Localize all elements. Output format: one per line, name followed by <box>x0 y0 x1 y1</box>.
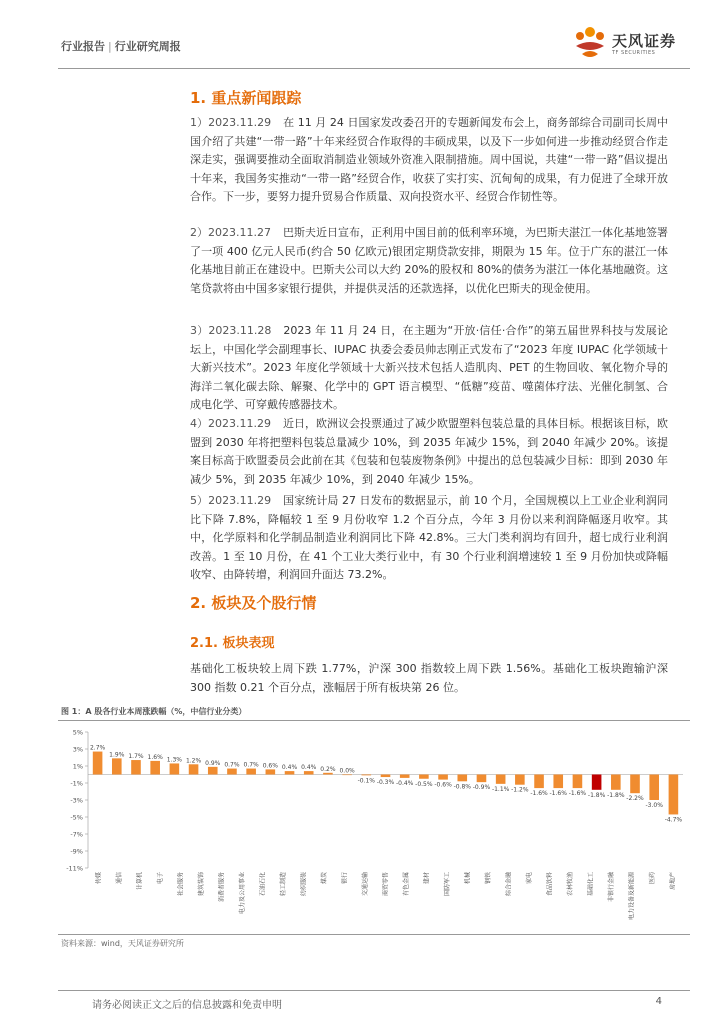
bar-value-label: -3.0% <box>645 802 663 809</box>
bar-value-label: -1.8% <box>587 791 606 799</box>
bar-value-label: -0.3% <box>376 779 395 787</box>
y-tick-label: -9% <box>70 847 83 856</box>
bar-value-label: -1.8% <box>607 791 625 799</box>
bar-value-label: -1.6% <box>549 790 567 798</box>
x-category-label: 计算机 <box>136 872 144 891</box>
bar <box>266 769 276 774</box>
bar <box>381 775 391 778</box>
x-category-label: 房地产 <box>669 872 677 891</box>
bar <box>246 769 256 775</box>
footer-divider <box>58 990 690 991</box>
x-category-label: 食品饮料 <box>546 872 554 897</box>
news-item <box>190 415 668 489</box>
page-number: 4 <box>655 996 662 1007</box>
bar-value-label: -0.4% <box>395 779 414 787</box>
news-text: 国家统计局 27 日发布的数据显示，前 10 个月，全国规模以上工业企业利润同比下降 7.8%，降幅较 1 至 9 月份收窄 1.2 个百分点，今年 3 月份以来利润降幅逐月收窄。其中，化学原料和化学制品制造业利润同比下降 42.8%。三大门类利润均有回升，超七成行业利润改善。1 至 10 月份，在 41 个工业大类行业中，有 30 个行业利润增速较 1 至 9 月份加快或降幅收窄、由降转增，利润回升面达 73.2%。 <box>190 494 668 581</box>
y-tick-label: -5% <box>70 813 83 822</box>
report-subtype-label: 行业研究周报 <box>114 40 181 53</box>
bar <box>131 760 141 774</box>
x-category-label: 通信 <box>115 872 123 885</box>
news-date: 1）2023.11.29 <box>190 116 272 129</box>
bar-value-label: 0.4% <box>301 764 317 772</box>
header-separator: | <box>108 40 112 53</box>
y-tick-label: -7% <box>70 830 83 839</box>
news-item <box>190 114 668 207</box>
bar <box>419 775 429 779</box>
bar-value-label: 2.7% <box>89 744 106 752</box>
x-category-label: 交通运输 <box>361 872 369 897</box>
bar <box>400 775 410 778</box>
bar <box>438 775 448 780</box>
report-type <box>61 38 181 54</box>
bar <box>477 775 487 783</box>
bar <box>534 775 544 789</box>
subsection-title-sector: 2.1. 板块表现 <box>190 636 275 651</box>
bar <box>285 771 295 774</box>
bar-value-label: -4.7% <box>664 816 683 824</box>
bar-value-label: 0.7% <box>243 761 259 769</box>
bar-value-label: -0.5% <box>415 780 433 788</box>
bar-value-label: -1.6% <box>568 790 587 798</box>
section-title-market: 2. 板块及个股行情 <box>190 594 317 612</box>
x-category-label: 钢铁 <box>485 872 493 885</box>
bar <box>342 775 352 776</box>
bar-value-label: 0.2% <box>320 765 336 773</box>
figure-divider-bottom <box>58 934 690 935</box>
x-category-label: 煤炭 <box>320 872 328 885</box>
bar-value-label: -1.1% <box>491 785 510 793</box>
bar <box>496 775 506 784</box>
x-category-label: 消费者服务 <box>218 872 226 903</box>
bar-value-label: 0.4% <box>281 764 298 772</box>
news-text: 近日，欧洲议会投票通过了减少欧盟塑料包装总量的具体目标。根据该目标，欧盟到 2030 年将把塑料包装总量减少 10%，到 2035 年减少 15%，到 2040 年减少 20%。该提案目标高于欧盟委员会此前在其《包装和包装废物条例》中提出的总包装减少目标：即到 2030 年减少 5%，到 2035 年减少 10%，到 2040 年减少 15%。 <box>190 417 668 486</box>
x-category-label: 石油石化 <box>259 872 267 897</box>
news-date: 5）2023.11.29 <box>190 494 272 507</box>
bar <box>170 763 180 774</box>
bar <box>227 769 237 775</box>
news-date: 2）2023.11.27 <box>190 226 271 239</box>
bar-value-label: -1.2% <box>511 786 529 794</box>
bar <box>457 775 467 782</box>
y-tick-label: 3% <box>72 745 83 754</box>
bar-value-label: 0.6% <box>262 762 278 770</box>
x-category-label: 电力及公用事业 <box>238 872 246 915</box>
x-category-label: 商贸零售 <box>382 872 390 897</box>
bar-value-label: 0.7% <box>224 761 240 769</box>
news-date: 4）2023.11.29 <box>190 417 271 430</box>
y-tick-label: 5% <box>72 728 83 737</box>
x-category-label: 电力设备及新能源 <box>628 872 636 921</box>
y-tick-label: -11% <box>66 864 83 873</box>
bar <box>323 773 333 775</box>
news-text: 巴斯夫近日宣布，正利用中国目前的低利率环境，为巴斯夫湛江一体化基地签署了一项 400 亿元人民币(约合 50 亿欧元)银团定期贷款安排，期限为 15 年。位于广东的湛江一体化基地目前正在建设中。巴斯夫公司以大约 20%的股权和 80%的债务为湛江一体化基地融资。这笔贷款将由中国多家银行提供，并提供灵活的还款选择，以优化巴斯夫的现金使用。 <box>190 226 668 295</box>
news-item <box>190 322 668 415</box>
bar <box>611 775 621 790</box>
x-category-label: 机械 <box>464 872 472 885</box>
x-category-label: 建材 <box>423 872 431 885</box>
figure-divider-top <box>58 720 690 721</box>
brand-logo <box>570 24 690 64</box>
x-category-label: 非银行金融 <box>608 872 616 903</box>
bar <box>362 775 372 776</box>
sector-summary: 基础化工板块较上周下跌 1.77%，沪深 300 指数较上周下跌 1.56%。基础化工板块跑输沪深 300 指数 0.21 个百分点，涨幅居于所有板块第 26 位。 <box>190 662 668 694</box>
bar <box>189 764 199 774</box>
brand-name: 天风证券 <box>612 32 677 50</box>
bar <box>93 752 103 775</box>
figure-source: 资料来源：wind，天风证券研究所 <box>61 939 184 948</box>
y-tick-label: -3% <box>70 796 83 805</box>
x-category-label: 家电 <box>526 872 534 885</box>
bar-value-label: 1.3% <box>166 756 182 764</box>
y-tick-label: -1% <box>70 779 83 788</box>
bar-value-label: -1.6% <box>530 790 548 798</box>
bar <box>150 761 160 775</box>
x-category-label: 传媒 <box>95 872 103 885</box>
bar-value-label: -2.2% <box>626 795 644 803</box>
x-category-label: 银行 <box>341 872 349 885</box>
news-text: 在 11 月 24 日国家发改委召开的专题新闻发布会上，商务部综合司副司长周中国介绍了共建“一带一路”十年来经贸合作取得的丰硕成果，以及下一步如何进一步推动经贸合作走深走实，强调要推动全面取消制造业领域外资准入限制措施。周中国说，共建“一带一路”倡议提出十年来，我国务实推动“一带一路”经贸合作，收获了实打实、沉甸甸的成果，有力促进了全球开放合作。下一步，要努力提升贸易合作质量、双向投资水平、经贸合作韧性等。 <box>190 116 668 203</box>
bar-value-label: -0.1% <box>357 777 376 785</box>
bar-value-label: 1.9% <box>109 751 125 759</box>
bar <box>208 767 218 775</box>
bar <box>592 775 602 790</box>
bar <box>304 771 314 774</box>
brand-subtitle: TF SECURITIES <box>612 50 656 56</box>
industry-return-bar-chart <box>58 724 690 930</box>
x-category-label: 有色金属 <box>403 872 411 897</box>
bar-value-label: 1.6% <box>147 753 163 761</box>
news-item <box>190 492 668 585</box>
bar-value-label: -0.9% <box>472 784 491 792</box>
section-title-news: 1. 重点新闻跟踪 <box>190 89 302 107</box>
news-item <box>190 224 668 298</box>
x-category-label: 电子 <box>156 872 164 885</box>
bar <box>515 775 525 785</box>
footer-disclaimer: 请务必阅读正文之后的信息披露和免责申明 <box>92 1000 282 1011</box>
brand-logo-icon <box>570 24 610 64</box>
x-category-label: 纺织服装 <box>300 872 308 897</box>
bar <box>669 775 679 815</box>
y-tick-label: 1% <box>72 762 83 771</box>
bar <box>553 775 563 789</box>
x-category-label: 基础化工 <box>587 872 595 897</box>
x-category-label: 国防军工 <box>444 872 452 897</box>
bar-value-label: -0.6% <box>434 781 452 789</box>
news-date: 3）2023.11.28 <box>190 324 272 337</box>
bar-value-label: -0.8% <box>453 783 471 791</box>
x-category-label: 轻工制造 <box>279 872 287 897</box>
bar-value-label: 0.9% <box>205 759 221 767</box>
x-category-label: 社会服务 <box>177 872 185 897</box>
x-category-label: 建筑装饰 <box>197 872 205 897</box>
news-text: 2023 年 11 月 24 日，在主题为“开放·信任·合作”的第五届世界科技与发展论坛上，中国化学会副理事长、IUPAC 执委会委员帅志刚正式发布了“2023 年度 IUPAC 化学领域十大新兴技术”。2023 年度化学领域十大新兴技术包括人造肌肉、PET 的生物回收、氧化物介导的海洋二氧化碳去除、解聚、化学中的 GPT 语言模型、“低糖”疫苗、噬菌体疗法、光催化制氢、合成电化学、可穿戴传感器技术。 <box>190 324 668 411</box>
bar <box>112 758 122 774</box>
figure-title: 图 1：A 股各行业本周涨跌幅（%，中信行业分类） <box>61 707 247 716</box>
x-category-label: 综合金融 <box>505 872 513 897</box>
report-type-label: 行业报告 <box>61 40 105 53</box>
bar <box>630 775 640 794</box>
bar-value-label: 1.2% <box>185 757 202 765</box>
x-category-label: 医药 <box>649 872 657 885</box>
bar <box>649 775 659 801</box>
header-divider <box>58 68 690 69</box>
bar-value-label: 1.7% <box>128 753 144 761</box>
x-category-label: 农林牧渔 <box>567 872 575 897</box>
bar-value-label: 0.0% <box>339 767 355 775</box>
bar <box>573 775 583 789</box>
